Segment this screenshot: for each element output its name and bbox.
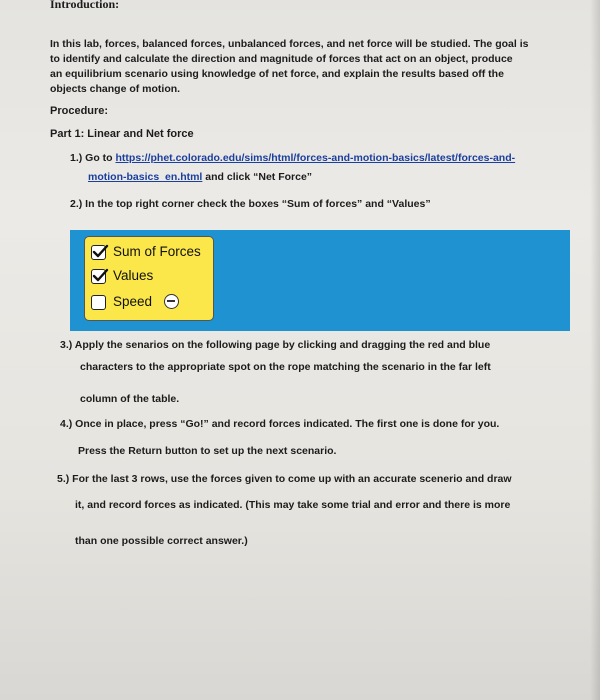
intro-line: objects change of motion. [50,83,181,95]
step-5-line: it, and record forces as indicated. (This may take some trial and error and there is more [75,499,511,511]
step-1-prefix: 1.) Go to [70,152,116,164]
values-option[interactable] [91,267,211,287]
step-4-line: 4.) Once in place, press “Go!” and record forces indicated. The first one is done for you. [60,418,500,430]
step-4-line: Press the Return button to set up the next scenario. [78,445,337,457]
step-5-line: than one possible correct answer.) [75,535,248,547]
step-3-line: 3.) Apply the senarios on the following page by clicking and dragging the red and blue [60,339,491,351]
speed-label: Speed [113,294,153,309]
checkmark-icon [91,268,109,285]
procedure-heading: Procedure: [50,105,109,117]
sum-of-forces-option[interactable] [91,243,211,263]
values-label: Values [113,268,154,283]
phet-link[interactable]: https://phet.colorado.edu/sims/html/forces-and-motion-basics/latest/forces-and- [115,152,516,164]
speed-option[interactable] [91,293,211,313]
phet-link-continued[interactable]: motion-basics_en.html [88,171,203,183]
checkmark-icon [91,244,109,261]
intro-line: an equilibrium scenario using knowledge of net force, and explain the results based off the [50,68,504,80]
speed-checkbox[interactable] [91,295,106,310]
sum-of-forces-checkbox[interactable] [91,245,106,260]
step-5-line: 5.) For the last 3 rows, use the forces given to come up with an accurate scenerio and draw [57,473,512,485]
settings-screenshot [70,230,570,331]
intro-line: to identify and calculate the direction and magnitude of forces that act on an object, produce [50,53,513,65]
step-1-suffix: and click “Net Force” [202,171,313,183]
part1-heading: Part 1: Linear and Net force [50,128,194,140]
page-edge-shadow [590,0,600,700]
intro-heading: Introduction: [50,0,120,11]
step-3-line: column of the table. [80,393,180,405]
sum-of-forces-label: Sum of Forces [113,244,201,259]
step-3-line: characters to the appropriate spot on the rope matching the scenario in the far left [80,361,491,373]
intro-line: In this lab, forces, balanced forces, unbalanced forces, and net force will be studied. The goal is [50,38,529,50]
speedometer-icon [164,294,179,309]
step-1-line-2 [88,170,312,185]
step-1-line [70,151,515,166]
values-checkbox[interactable] [91,269,106,284]
step-2-line: 2.) In the top right corner check the boxes “Sum of forces” and “Values” [70,198,431,210]
options-panel [84,236,214,321]
